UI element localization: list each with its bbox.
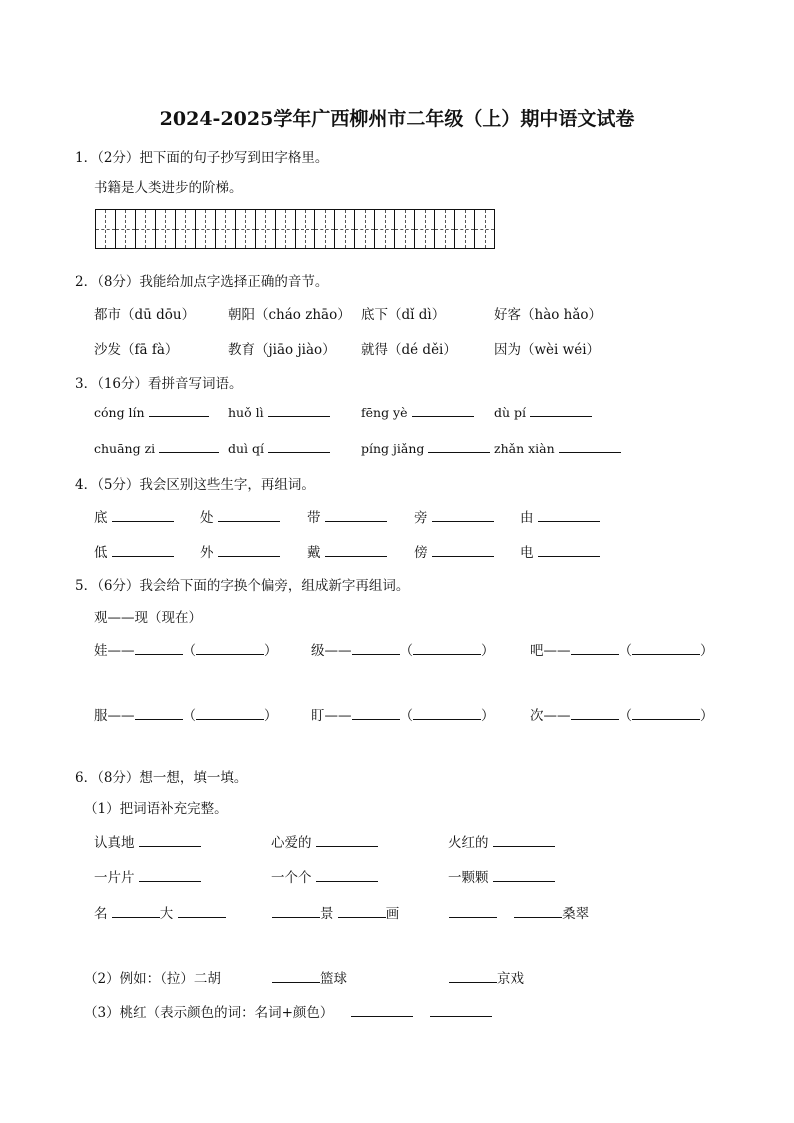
idiom-char: 大 [159,906,174,922]
char-label: 傍 [414,545,428,561]
idiom-char: 景 [320,906,334,922]
grid-cell[interactable] [315,210,335,248]
question-text: （2分）把下面的句子抄写到田字格里。 [97,150,329,166]
char-item [94,541,174,561]
example-text: 观——现（现在） [94,610,202,626]
pinyin-item [94,440,219,456]
page-title: 2024-2025学年广西柳州市二年级（上）期中语文试卷 [159,108,635,130]
answer-blank[interactable] [432,544,494,557]
paren-close: ） [700,643,714,659]
question-number: 1． [75,150,98,166]
char-label: 服 [94,708,108,724]
pinyin-item [228,440,330,456]
char-label: 盯 [311,708,325,724]
grid-cell[interactable] [116,210,136,248]
answer-blank[interactable] [268,404,330,417]
question-text: （16分）看拼音写词语。 [97,376,243,392]
question-number: 6． [75,770,98,786]
idiom-item [272,902,399,922]
question-text: （6分）我会给下面的字换个偏旁，组成新字再组词。 [97,578,410,594]
grid-cell[interactable] [335,210,355,248]
grid-cell[interactable] [196,210,216,248]
new-char-blank[interactable] [571,707,619,720]
answer-blank[interactable] [351,1004,413,1017]
radical-item [94,639,278,659]
question-4-header [75,473,315,493]
verb-item [449,967,524,987]
new-char-blank[interactable] [352,642,400,655]
answer-blank[interactable] [325,544,387,557]
answer-blank[interactable] [530,404,592,417]
grid-cell[interactable] [415,210,435,248]
answer-blank[interactable] [430,1004,492,1017]
sub-question-2: （2）例如：（拉）二胡 [84,971,221,987]
answer-blank[interactable] [316,834,378,847]
paren-open: （ [399,708,413,724]
answer-blank[interactable] [412,404,474,417]
grid-cell[interactable] [475,210,494,248]
answer-blank[interactable] [325,509,387,522]
pinyin-choice[interactable]: 底下（dǐ dì） [361,307,446,323]
sub-question-text: （3）桃红（表示颜色的词：名词+颜色） [84,1005,334,1021]
pinyin-choice[interactable]: 沙发（fā fà） [94,342,179,358]
answer-blank[interactable] [514,905,562,918]
paren-open: （ [182,708,196,724]
char-label: 吧 [530,643,544,659]
copy-sentence: 书籍是人类进步的阶梯。 [94,180,243,196]
pinyin-item [494,440,621,456]
phrase-label: 心爱的 [271,835,312,851]
paren-close: ） [481,708,495,724]
dash-text: —— [107,643,135,659]
pinyin-choice[interactable]: 就得（dé děi） [361,342,457,358]
char-label: 底 [94,510,108,526]
grid-cell[interactable] [236,210,256,248]
phrase-item [448,866,555,886]
char-item [520,506,600,526]
idiom-char: 画 [385,906,400,922]
pinyin-item [94,404,209,420]
answer-blank[interactable] [268,440,330,453]
question-6-header [75,766,247,786]
word-blank[interactable] [413,707,481,720]
question-2-header [75,270,328,290]
answer-blank[interactable] [428,440,490,453]
grid-cell[interactable] [375,210,395,248]
grid-cell[interactable] [455,210,475,248]
paren-open: （ [618,643,632,659]
char-label: 戴 [307,545,321,561]
word-blank[interactable] [413,642,481,655]
pinyin-choice[interactable]: 教育（jiāo jiào） [228,342,336,358]
dash-text: —— [324,643,352,659]
phrase-label: 一个个 [271,870,312,886]
grid-cell[interactable] [176,210,196,248]
question-number: 2． [75,274,98,290]
phrase-item [94,831,201,851]
char-label: 由 [520,510,534,526]
paren-close: ） [264,643,278,659]
phrase-label: 一片片 [94,870,135,886]
grid-cell[interactable] [355,210,375,248]
sub-question-3 [84,1001,492,1021]
pinyin-choice[interactable]: 都市（dū dōu） [94,307,196,323]
phrase-label: 火红的 [448,835,489,851]
grid-cell[interactable] [136,210,156,248]
dash-text: —— [543,708,571,724]
answer-blank[interactable] [493,834,555,847]
answer-blank[interactable] [338,905,386,918]
answer-blank[interactable] [449,970,497,983]
idiom-item [449,902,589,922]
word-blank[interactable] [196,642,264,655]
answer-blank[interactable] [218,544,280,557]
paren-open: （ [618,708,632,724]
paren-close: ） [264,708,278,724]
pinyin-choice[interactable]: 因为（wèi wéi） [494,342,601,358]
question-1-header [75,146,328,166]
grid-cell[interactable] [216,210,236,248]
char-item [307,541,387,561]
answer-blank[interactable] [449,905,497,918]
radical-item [94,704,278,724]
paren-close: ） [481,643,495,659]
char-item [94,506,174,526]
answer-blank[interactable] [159,440,219,453]
answer-blank[interactable] [316,869,378,882]
idiom-char: 桑翠 [562,906,590,922]
phrase-item [271,831,378,851]
pinyin-choice[interactable]: 朝阳（cháo zhāo） [228,307,351,323]
grid-cell[interactable] [276,210,296,248]
char-label: 娃 [94,643,108,659]
sub-question-1: （1）把词语补充完整。 [84,801,228,817]
pinyin-label: dù pí [494,405,527,420]
pinyin-label: fēng yè [361,405,408,420]
answer-blank[interactable] [272,905,320,918]
idiom-char: 名 [94,906,108,922]
char-label: 低 [94,545,108,561]
char-item [200,541,280,561]
grid-cell[interactable] [296,210,316,248]
new-char-blank[interactable] [571,642,619,655]
answer-blank[interactable] [112,544,174,557]
paren-open: （ [182,643,196,659]
question-text: （5分）我会区别这些生字，再组词。 [97,477,315,493]
pinyin-item [228,404,330,420]
grid-cell[interactable] [156,210,176,248]
question-number: 4． [75,477,98,493]
answer-blank[interactable] [538,544,600,557]
answer-blank[interactable] [112,509,174,522]
tianzige-grid[interactable] [95,209,495,249]
char-label: 电 [520,545,534,561]
question-text: （8分）想一想，填一填。 [97,770,248,786]
verb-object: 篮球 [320,971,347,987]
phrase-label: 一颗颗 [448,870,489,886]
char-item [520,541,600,561]
char-item [200,506,280,526]
question-number: 5． [75,578,98,594]
pinyin-label: chuāng zi [94,441,156,456]
pinyin-label: cóng lín [94,405,145,420]
char-item [414,506,494,526]
answer-blank[interactable] [538,509,600,522]
new-char-blank[interactable] [352,707,400,720]
question-text: （8分）我能给加点字选择正确的音节。 [97,274,329,290]
phrase-item [448,831,555,851]
pinyin-label: huǒ lì [228,405,264,420]
phrase-label: 认真地 [94,835,135,851]
question-number: 3． [75,376,98,392]
pinyin-label: píng jiǎng [361,441,425,456]
question-5-header [75,574,409,594]
word-blank[interactable] [632,707,700,720]
verb-item [272,967,347,987]
phrase-item [271,866,378,886]
char-label: 外 [200,545,214,561]
char-label: 带 [307,510,321,526]
paren-close: ） [700,708,714,724]
new-char-blank[interactable] [135,707,183,720]
verb-object: 京戏 [497,971,524,987]
answer-blank[interactable] [139,834,201,847]
new-char-blank[interactable] [135,642,183,655]
dash-text: —— [107,708,135,724]
grid-cell[interactable] [256,210,276,248]
word-blank[interactable] [632,642,700,655]
answer-blank[interactable] [178,905,226,918]
answer-blank[interactable] [149,404,209,417]
answer-blank[interactable] [272,970,320,983]
radical-item [311,704,495,724]
word-blank[interactable] [196,707,264,720]
char-label: 旁 [414,510,428,526]
char-label: 级 [311,643,325,659]
grid-cell[interactable] [96,210,116,248]
char-item [307,506,387,526]
answer-blank[interactable] [432,509,494,522]
phrase-item [94,866,201,886]
answer-blank[interactable] [218,509,280,522]
question-3-header [75,372,243,392]
pinyin-item [361,404,474,420]
pinyin-item [361,440,490,456]
grid-cell[interactable] [395,210,415,248]
radical-item [530,639,714,659]
radical-item [530,704,714,724]
dash-text: —— [543,643,571,659]
answer-blank[interactable] [139,869,201,882]
char-label: 处 [200,510,214,526]
answer-blank[interactable] [112,905,160,918]
pinyin-label: zhǎn xiàn [494,441,555,456]
dash-text: —— [324,708,352,724]
idiom-item [94,902,226,922]
pinyin-item [494,404,592,420]
char-item [414,541,494,561]
answer-blank[interactable] [493,869,555,882]
radical-item [311,639,495,659]
answer-blank[interactable] [559,440,621,453]
char-label: 次 [530,708,544,724]
paren-open: （ [399,643,413,659]
pinyin-choice[interactable]: 好客（hào hǎo） [494,307,603,323]
grid-cell[interactable] [435,210,455,248]
pinyin-label: duì qí [228,441,265,456]
